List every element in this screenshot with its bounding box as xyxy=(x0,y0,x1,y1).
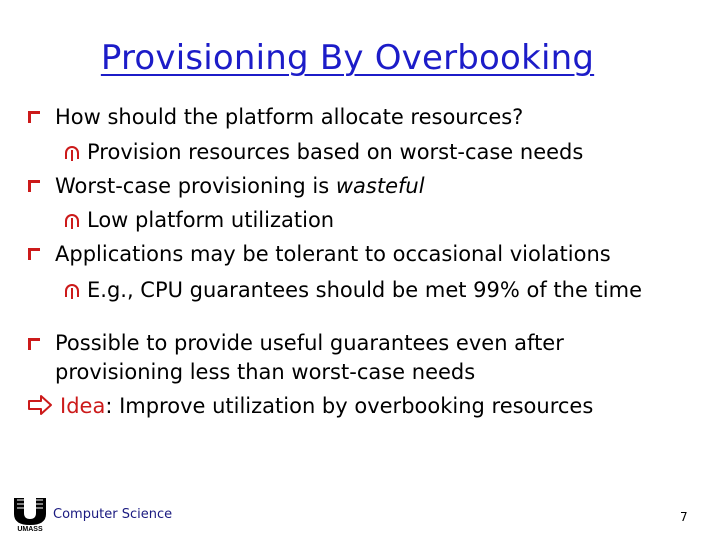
bullet-item xyxy=(55,173,425,199)
square-bullet-icon xyxy=(28,111,40,123)
arch-bullet-icon xyxy=(65,146,79,159)
right-arrow-icon xyxy=(27,394,53,416)
sub-bullet-item: Provision resources based on worst-case needs xyxy=(87,140,584,164)
square-bullet-icon xyxy=(28,248,40,260)
square-bullet-icon xyxy=(28,180,40,192)
arch-bullet-icon xyxy=(65,214,79,227)
umass-logo-icon xyxy=(11,496,49,532)
idea-line xyxy=(60,393,593,419)
page-number: 7 xyxy=(680,510,688,524)
slide-title: Provisioning By Overbooking xyxy=(100,38,595,78)
arch-bullet-icon xyxy=(65,284,79,297)
bullet-item: Possible to provide useful guarantees even after xyxy=(55,331,564,355)
idea-label: Idea xyxy=(60,394,106,418)
sub-bullet-item: E.g., CPU guarantees should be met 99% of the time xyxy=(87,278,642,302)
bullet-text: Worst-case provisioning is xyxy=(55,174,336,198)
footer-text: Computer Science xyxy=(53,507,173,522)
logo-text: UMASS xyxy=(17,526,43,532)
bullet-item-continuation: provisioning less than worst-case needs xyxy=(55,360,476,384)
bullet-item: Applications may be tolerant to occasional violations xyxy=(55,242,611,266)
sub-bullet-item: Low platform utilization xyxy=(87,208,335,232)
square-bullet-icon xyxy=(28,338,40,350)
emphasis-text: wasteful xyxy=(335,174,425,198)
idea-text: : Improve utilization by overbooking resources xyxy=(105,394,594,418)
bullet-item: How should the platform allocate resources? xyxy=(55,105,524,129)
